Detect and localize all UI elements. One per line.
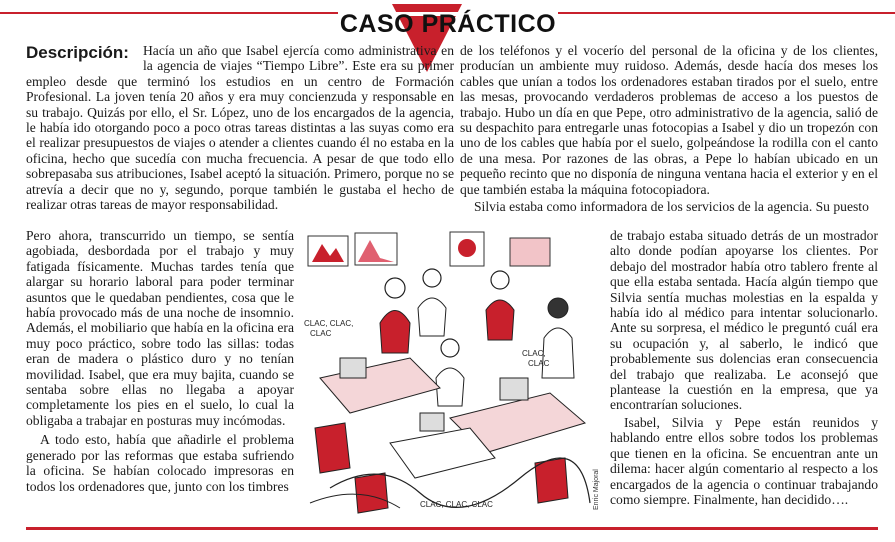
column-right [460, 43, 878, 214]
sound-text-1: CLAC, CLAC, [304, 319, 354, 328]
sound-text-3: CLAC, [522, 349, 546, 358]
paragraph-2-continued: de los teléfonos y el vocerío del personal de la oficina y de los clientes, producían un ambiente muy ruidoso. Además, desde hacía dos meses los cables que unían a todos los ordenadores estaban tirados por el suelo, entre las mesas, provocando verdaderos problemas de acceso a los puestos de trabajo. Hubo un día en que Pepe, otro administrativo de la agencia, salió de su despachito para entregarle unas fotocopias a Isabel y dio un tropezón con uno de los cables que había por el suelo, golpeándose la rodilla con el canto de una mesa. Por razones de las obras, a Pepe lo habían ubicado en un pequeño recinto que no disponía de ninguna ventana hacia el exterior y en el que también estaba la máquina fotocopiadora. [460, 43, 878, 197]
title-part-1: CASO [339, 10, 422, 38]
paragraph-1: Hacía un año que Isabel ejercía como administrativa en la agencia de viajes “Tiempo Libre”. Este era su primer empleo desde que terminó los estudios en un centro de Formación Profesional. La joven tenía 20 años y era muy concienzuda y responsable en su trabajo. Quizás por ello, el Sr. López, uno de los encargados de la agencia, le había ido otorgando poco a poco otras tareas distintas a las suyas como era el realizar presupuestos de viajes o atender a clientes cuando él no estaba en la oficina, hecho que sucedía con mucha frecuencia. A pesar de que todo ello sobrepasaba sus atribuciones, Isabel aceptó la situación. Primero, porque no se atrevía a decir que no y, segundo, porque también le gustaba el hecho de realizar otras tareas de mayor responsabilidad. [26, 43, 454, 213]
sound-text-2: CLAC, CLAC, CLAC [420, 500, 493, 509]
title-part-2: PRÁCTICO [421, 10, 557, 38]
paragraph-3-start: Silvia estaba como informadora de los servicios de la agencia. Su puesto [474, 199, 869, 215]
page-title [338, 10, 558, 38]
column-left [26, 43, 454, 212]
paragraph-2: A todo esto, había que añadirle el problema generado por las reformas que estaba sufriendo la oficina. Se habían colocado impresoras en todos los ordenadores que, junto con los timbres [26, 432, 294, 494]
section-header [338, 4, 558, 44]
paragraph-3: de trabajo estaba situado detrás de un mostrador alto donde podían apoyarse los clientes. Por debajo del mostrador había otro tablero frente al que ella estaba sentada. Hacía algún tiempo que Silvia sentía muchas molestias en la espalda y había ido al médico para intentar solucionarlo. Ante su sorpresa, el médico le preguntó cuál era su ocupación y, al saberlo, le indicó que probablemente sus dolencias eran consecuencia del trabajo que realizaba. Le aconsejó que plantease la cuestión en la empresa, que ya encontrarían soluciones. [610, 228, 878, 413]
description-label: Descripción: [26, 43, 129, 62]
column-right-narrow [610, 228, 878, 507]
footer-rule [26, 527, 878, 530]
paragraph-4: Isabel, Silvia y Pepe están reunidos y hablando entre ellos sobre todos los problemas que tienen en la oficina. Se encuentran ante un dilema: hacer algún comentario al respecto a los encargados de la agencia o continuar trabajando como siempre. Finalmente, han decidido…. [610, 414, 878, 507]
artist-signature: Enric Majoral [593, 469, 600, 510]
paragraph-1-continued: Pero ahora, transcurrido un tiempo, se sentía agobiada, desbordada por el trabajo y muy fatigada físicamente. Muchas tardes tenía que alargar su horario laboral para poder terminar asuntos que le quedaban pendientes, cosa que le había provocado más de una noche de insomnio. Además, el mobiliario que había en la oficina era muy poco práctico, sobre todo las sillas: todas eran de madera o plástico duro y no tenían movilidad. Isabel, que era muy bajita, cuando se sentaba sobre ellas no llegaba a apoyar completamente los pies en el suelo, lo cual la obligaba a trabajar en posturas muy incómodas. [26, 228, 294, 428]
sound-text-1b: CLAC [310, 329, 332, 338]
sound-text-3b: CLAC [528, 359, 550, 368]
column-left-narrow [26, 228, 294, 494]
office-illustration [300, 228, 605, 517]
